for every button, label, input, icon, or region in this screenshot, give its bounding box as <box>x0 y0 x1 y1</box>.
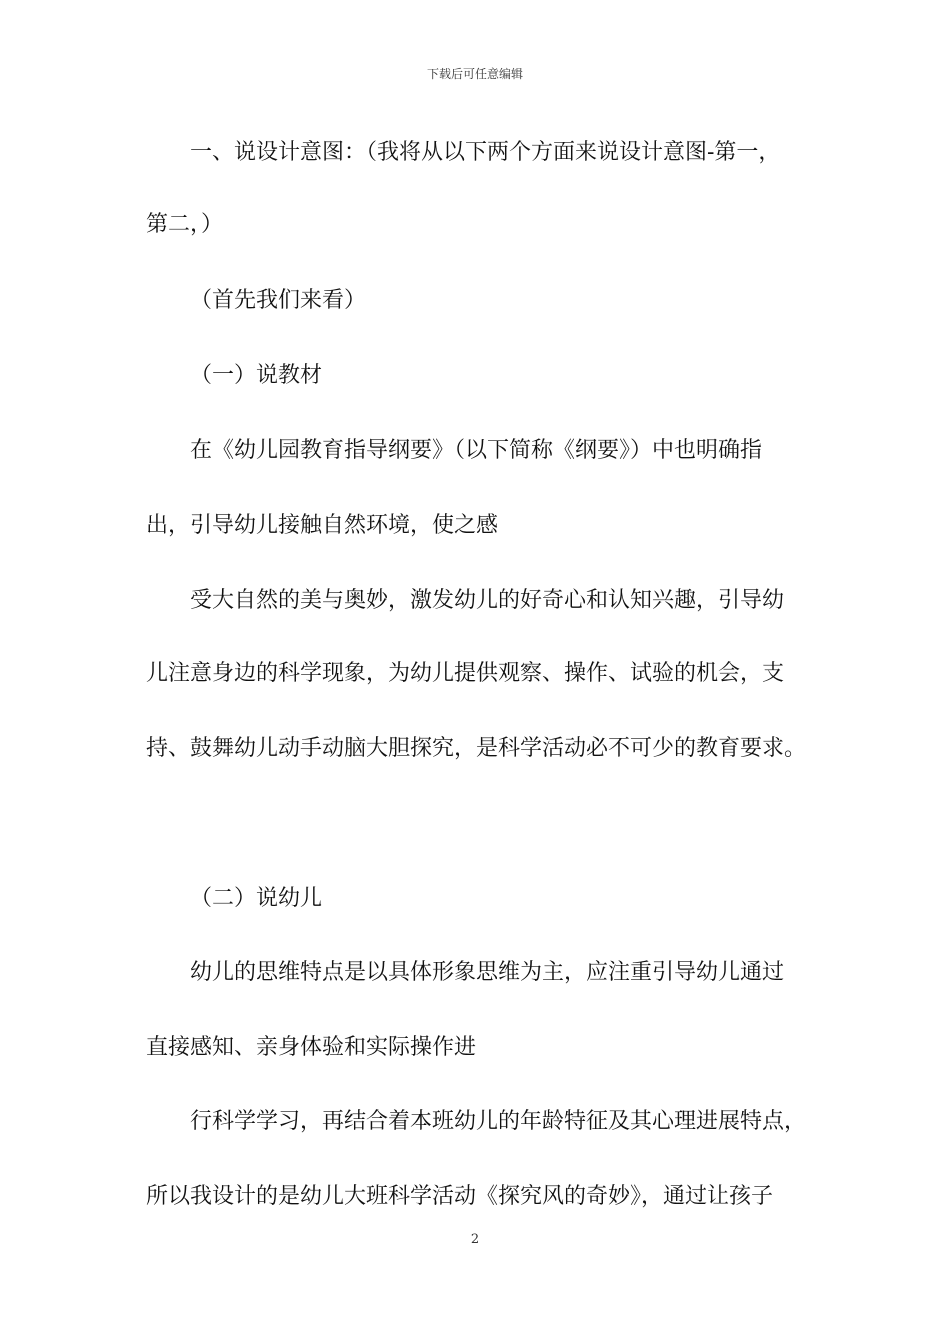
paragraph-line: 受大自然的美与奥妙，激发幼儿的好奇心和认知兴趣，引导幼 <box>190 588 785 613</box>
paragraph-line: 儿注意身边的科学现象，为幼儿提供观察、操作、试验的机会，支 <box>146 661 785 686</box>
paragraph-line: （首先我们来看） <box>190 288 367 313</box>
paragraph-line: 直接感知、亲身体验和实际操作进 <box>146 1035 477 1060</box>
paragraph-line: 出，引导幼儿接触自然环境，使之感 <box>146 513 499 538</box>
page-header: 下载后可任意编辑 <box>426 67 523 81</box>
section-heading: （一）说教材 <box>190 363 323 388</box>
section-heading: （二）说幼儿 <box>190 886 323 911</box>
paragraph-line: 在《幼儿园教育指导纲要》（以下简称《纲要》）中也明确指 <box>190 438 763 463</box>
paragraph-line: 幼儿的思维特点是以具体形象思维为主，应注重引导幼儿通过 <box>190 960 785 985</box>
paragraph-line: 一、说设计意图：（我将从以下两个方面来说设计意图-第一， <box>190 140 781 165</box>
paragraph-line: 第二，） <box>146 212 224 237</box>
paragraph-line: 所以我设计的是幼儿大班科学活动《探究风的奇妙》，通过让孩子 <box>146 1184 774 1209</box>
paragraph-line: 行科学学习，再结合着本班幼儿的年龄特征及其心理进展特点， <box>190 1109 807 1134</box>
page-number: 2 <box>470 1232 480 1247</box>
paragraph-line: 持、鼓舞幼儿动手动脑大胆探究，是科学活动必不可少的教育要求。 <box>146 736 807 761</box>
